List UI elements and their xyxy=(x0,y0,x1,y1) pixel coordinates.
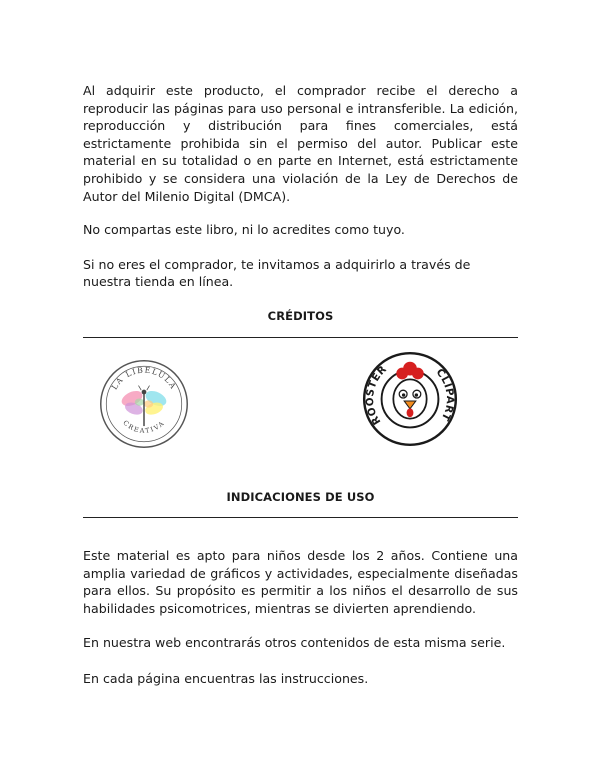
document-page xyxy=(83,82,518,688)
credits-heading: CRÉDITOS xyxy=(267,308,334,323)
web-content-note: En nuestra web encontrarás otros contenidos de esta misma serie. xyxy=(83,635,506,651)
license-paragraph: Al adquirir este producto, el comprador recibe el derecho a reproducir las páginas para uso personal e intransferible. La edición, reproducción y distribución para fines comerciales, está estrictamente prohibida sin el permiso del autor. Publicar este material en su totalidad o en parte en Internet, está estrictamente prohibido y se considera una violación de la Ley de Derechos de Autor del Milenio Digital (DMCA). xyxy=(83,83,518,204)
logo-left-top-text: LA LIBELULA xyxy=(109,365,179,392)
usage-section xyxy=(83,547,518,688)
usage-paragraph: Este material es apto para niños desde los 2 años. Contiene una amplia variedad de gráficos y actividades, especialmente diseñadas para ellos. Su propósito es permitir a los niños el desarrollo de sus habilidades psicomotrices, mientras se divierten aprendiendo. xyxy=(83,547,518,616)
logo-left-bottom-text: CREATIVA xyxy=(121,418,167,435)
instructions-note: En cada página encuentras las instrucciones. xyxy=(83,670,369,686)
no-share-notice: No compartas este libro, ni lo acredites como tuyo. xyxy=(83,222,405,238)
usage-heading: INDICACIONES DE USO xyxy=(226,489,375,504)
usage-divider xyxy=(83,517,518,518)
la-libelula-creativa-logo xyxy=(98,358,190,450)
credits-logos xyxy=(83,338,518,486)
logo-right-left-text: ROOSTER xyxy=(363,363,390,427)
purchase-invitation: Si no eres el comprador, te invitamos a adquirirlo a través de nuestra tienda en línea. xyxy=(83,256,471,290)
rooster-clipart-logo xyxy=(361,350,459,448)
logo-right-right-text: CLIPART xyxy=(433,366,456,423)
svg-text:LA LIBELULA xyxy=(110,365,178,391)
rooster-icon xyxy=(393,362,426,419)
